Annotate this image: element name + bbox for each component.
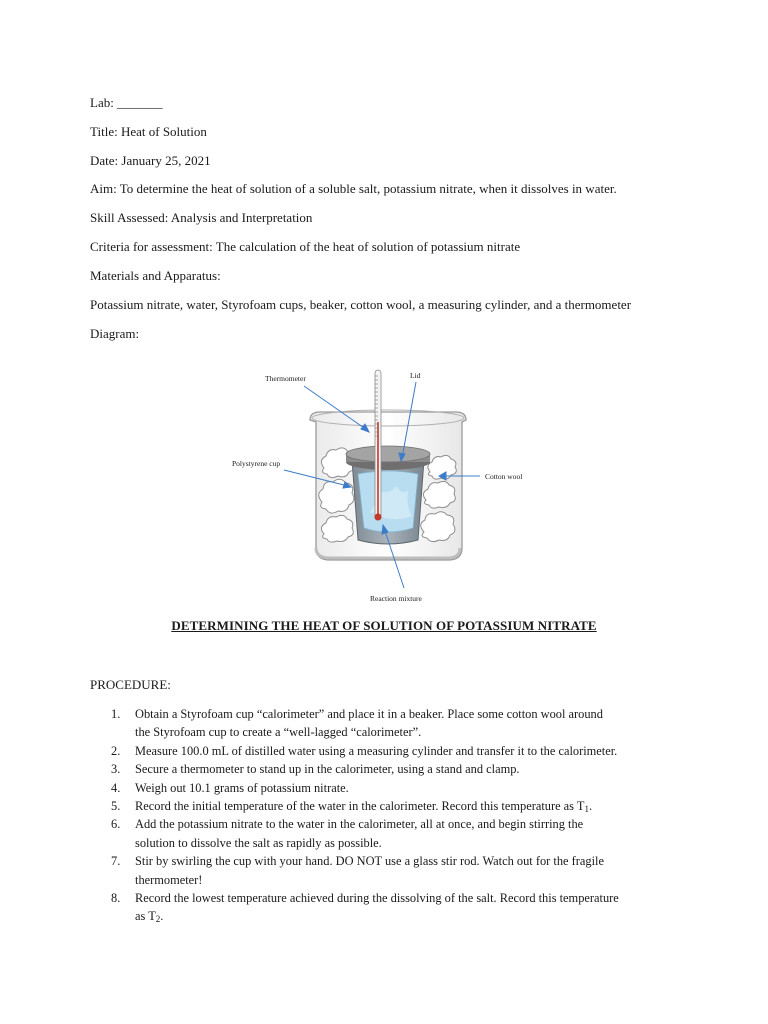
procedure-list <box>90 705 690 926</box>
step-text: Weigh out 10.1 grams of potassium nitrate. <box>135 780 349 795</box>
step-number: 5. <box>111 799 121 814</box>
step-text-cont: solution to dissolve the salt as rapidly as possible. <box>135 835 382 850</box>
criteria-line: Criteria for assessment: The calculation of the heat of solution of potassium nitrate <box>90 239 521 254</box>
step-number: 7. <box>111 854 121 869</box>
step-text: Stir by swirling the cup with your hand. DO NOT use a glass stir rod. Watch out for the fragile <box>135 854 604 869</box>
step-text-cont: thermometer! <box>135 872 203 887</box>
step-text-end: . <box>160 909 164 924</box>
aim-line: Aim: To determine the heat of solution of a soluble salt, potassium nitrate, when it dissolves in water. <box>90 181 617 196</box>
step-number: 2. <box>111 743 121 758</box>
cotton-wool-label: Cotton wool <box>485 472 523 481</box>
procedure-step <box>90 705 690 742</box>
procedure-step <box>90 760 690 778</box>
lid-shape <box>346 446 430 470</box>
procedure-step <box>90 889 690 926</box>
skill-line: Skill Assessed: Analysis and Interpretation <box>90 210 313 225</box>
lab-line: Lab: _______ <box>90 95 163 110</box>
procedure-step <box>90 852 690 889</box>
polystyrene-cup-label: Polystyrene cup <box>232 459 281 468</box>
materials-list: Potassium nitrate, water, Styrofoam cups, beaker, cotton wool, a measuring cylinder, and a thermometer <box>90 297 632 312</box>
materials-label: Materials and Apparatus: <box>90 268 221 283</box>
step-text: Obtain a Styrofoam cup “calorimeter” and place it in a beaker. Place some cotton wool around <box>135 707 603 721</box>
diagram-label: Diagram: <box>90 326 140 341</box>
procedure-step <box>90 779 690 797</box>
section-heading: DETERMINING THE HEAT OF SOLUTION OF POTASSIUM NITRATE <box>171 618 597 633</box>
step-text: Secure a thermometer to stand up in the calorimeter, using a stand and clamp. <box>135 762 520 777</box>
procedure-title: PROCEDURE: <box>90 677 171 692</box>
step-text-end: . <box>588 799 593 814</box>
thermometer-shape <box>375 370 382 521</box>
step-text: Record the lowest temperature achieved during the dissolving of the salt. Record this temperature <box>135 891 619 906</box>
procedure-step <box>90 797 690 815</box>
step-number: 3. <box>111 762 121 777</box>
step-number: 6. <box>111 817 121 832</box>
lid-label: Lid <box>410 371 421 380</box>
date-line: Date: January 25, 2021 <box>90 153 211 168</box>
step-text: Record the initial temperature of the water in the calorimeter. Record this temperature as T <box>135 799 585 814</box>
step-number: 4. <box>111 780 121 795</box>
subscript: 2 <box>155 914 161 925</box>
step-text-cont: as T <box>135 909 156 924</box>
step-text: Add the potassium nitrate to the water in the calorimeter, all at once, and begin stirring the <box>135 817 584 832</box>
thermometer-label: Thermometer <box>265 374 306 383</box>
step-number: 8. <box>111 891 121 906</box>
step-text-cont: the Styrofoam cup to create a “well-lagged “calorimeter”. <box>135 725 422 740</box>
procedure-step <box>90 742 690 760</box>
procedure-step <box>90 815 690 852</box>
calorimeter-diagram <box>228 362 548 608</box>
reaction-mixture-label: Reaction mixture <box>370 594 422 603</box>
title-line: Title: Heat of Solution <box>90 124 207 139</box>
step-number: 1. <box>111 707 121 721</box>
subscript: 1 <box>584 804 589 815</box>
step-text: Measure 100.0 mL of distilled water using a measuring cylinder and transfer it to the calorimeter. <box>135 743 618 758</box>
